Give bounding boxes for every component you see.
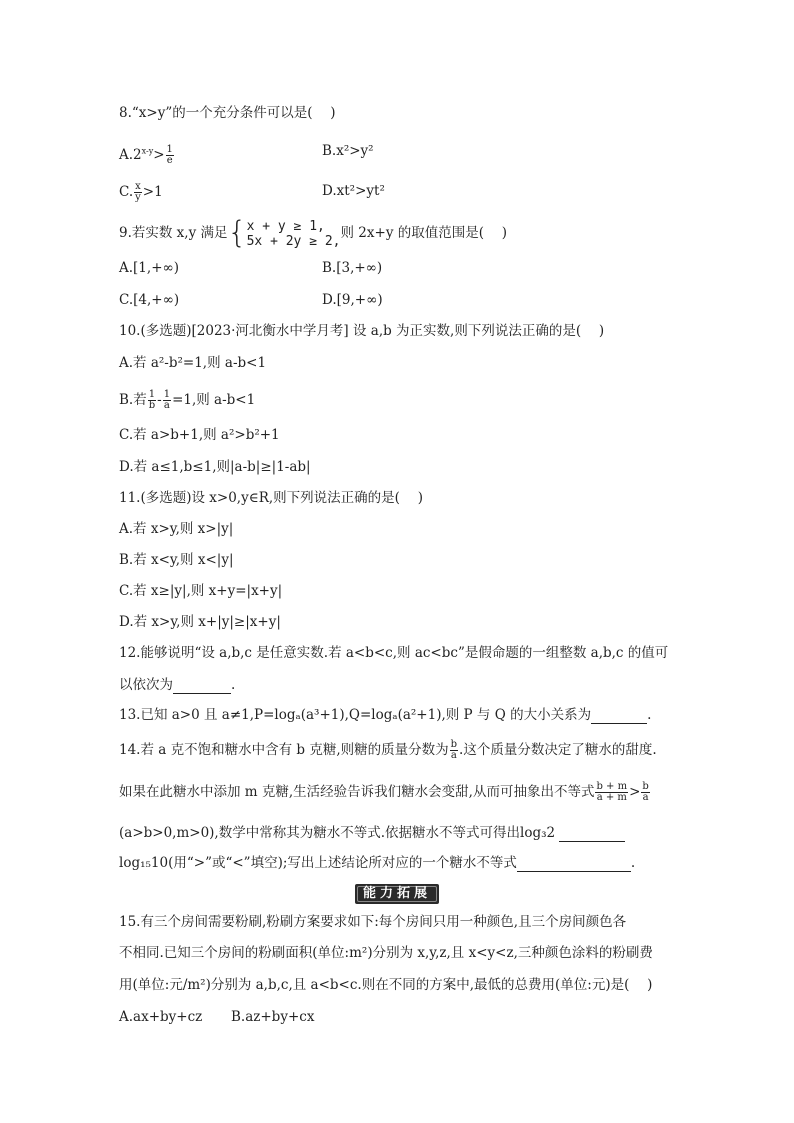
q11-option-c: C.若 x≥|y|,则 x+y=|x+y| xyxy=(119,583,283,599)
q9-option-b: B.[3,+∞) xyxy=(322,260,383,276)
q8-option-a: $A.2^{x-y}>$ $\frac{1}{e}$ xyxy=(119,143,173,166)
q8-option-d: D.xt²>yt² xyxy=(322,183,385,199)
q15-line1: 15.有三个房间需要粉刷,粉刷方案要求如下:每个房间只用一种颜色,且三个房间颜色各 xyxy=(119,914,627,930)
q14-line4: log₁₅10(用“>”或“<”填空);写出上述结论所对应的一个糖水不等式 . xyxy=(119,855,636,871)
answer-blank[interactable] xyxy=(559,827,625,842)
q15-line3: 用(单位:元/m²)分别为 a,b,c,且 a<b<c.则在不同的方案中,最低的总费用(单位:元)是( ) xyxy=(119,977,653,993)
answer-blank[interactable] xyxy=(173,679,231,694)
q8-options-ab xyxy=(119,142,374,166)
q11-option-b: B.若 x<y,则 x<|y| xyxy=(119,552,234,568)
q14-line3: (a>b>0,m>0),数学中常称其为糖水不等式.依据糖水不等式可得出log₃2 xyxy=(119,824,625,842)
q9-option-d: D.[9,+∞) xyxy=(322,292,383,308)
brace-icon: { xyxy=(227,215,247,251)
q15-option-b: B.az+by+cx xyxy=(231,1009,315,1025)
q9-system: x + y ≥ 1, 5x + 2y ≥ 2, xyxy=(246,218,341,249)
q15-line2: 不相同.已知三个房间的粉刷面积(单位:m²)分别为 x,y,z,且 x<y<z,三种颜色涂料的粉刷费 xyxy=(119,945,653,961)
q10-option-c: C.若 a>b+1,则 a²>b²+1 xyxy=(119,427,280,443)
section-badge: 能力拓展 xyxy=(355,884,439,904)
q8-options-cd xyxy=(119,181,385,203)
q9-options-ab xyxy=(119,259,383,277)
q9-stem: 9.若实数 x,y 满足{ x + y ≥ 1, 5x + 2y ≥ 2, 则 2x+y 的取值范围是( ) xyxy=(119,215,508,251)
q9-option-a: A.[1,+∞) xyxy=(119,260,180,276)
q13-line: 13.已知 a>0 且 a≠1,P=logₐ(a³+1),Q=logₐ(a²+1),则 P 与 Q 的大小关系为 . xyxy=(119,707,652,723)
q11-stem: 11.(多选题)设 x>0,y∈R,则下列说法正确的是( ) xyxy=(119,490,424,506)
q11-option-a: A.若 x>y,则 x>|y| xyxy=(119,521,234,537)
q11-option-d: D.若 x>y,则 x+|y|≥|x+y| xyxy=(119,614,281,630)
q12-line1: 12.能够说明“设 a,b,c 是任意实数.若 a<b<c,则 ac<bc”是假命题的一组整数 a,b,c 的值可 xyxy=(119,645,669,661)
q8-option-c: C. $\frac{x}{y}$ >1 xyxy=(119,181,163,203)
q10-stem: 10.(多选题)[2023·河北衡水中学月考] 设 a,b 为正实数,则下列说法正确的是( ) xyxy=(119,323,605,339)
q15-options-ab xyxy=(119,1008,315,1026)
q14-line1: 14.若 a 克不饱和糖水中含有 b 克糖,则糖的质量分数为 $\frac{b}{a}$ .这个质量分数决定了糖水的甜度. xyxy=(119,739,657,761)
q10-option-d: D.若 a≤1,b≤1,则|a-b|≥|1-ab| xyxy=(119,459,311,475)
q10-option-b: B.若 $\frac{1}{b}$ - $\frac{1}{a}$ =1,则 a-b<1 xyxy=(119,389,256,411)
q9-options-cd xyxy=(119,291,383,309)
answer-blank[interactable] xyxy=(517,857,631,872)
answer-blank[interactable] xyxy=(591,709,647,724)
q9-option-c: C.[4,+∞) xyxy=(119,292,180,308)
q14-line2: 如果在此糖水中添加 m 克糖,生活经验告诉我们糖水会变甜,从而可抽象出不等式 $\frac{b + m}{a + m}$ > $\frac{b}{a}$ xyxy=(119,781,649,803)
q8-stem: 8.“x>y”的一个充分条件可以是( ) xyxy=(119,105,336,121)
q8-option-b: B.x²>y² xyxy=(322,143,374,159)
q12-line2: 以依次为 . xyxy=(119,677,236,693)
q10-option-a: A.若 a²-b²=1,则 a-b<1 xyxy=(119,355,267,371)
q15-option-a: A.ax+by+cz xyxy=(119,1009,203,1025)
